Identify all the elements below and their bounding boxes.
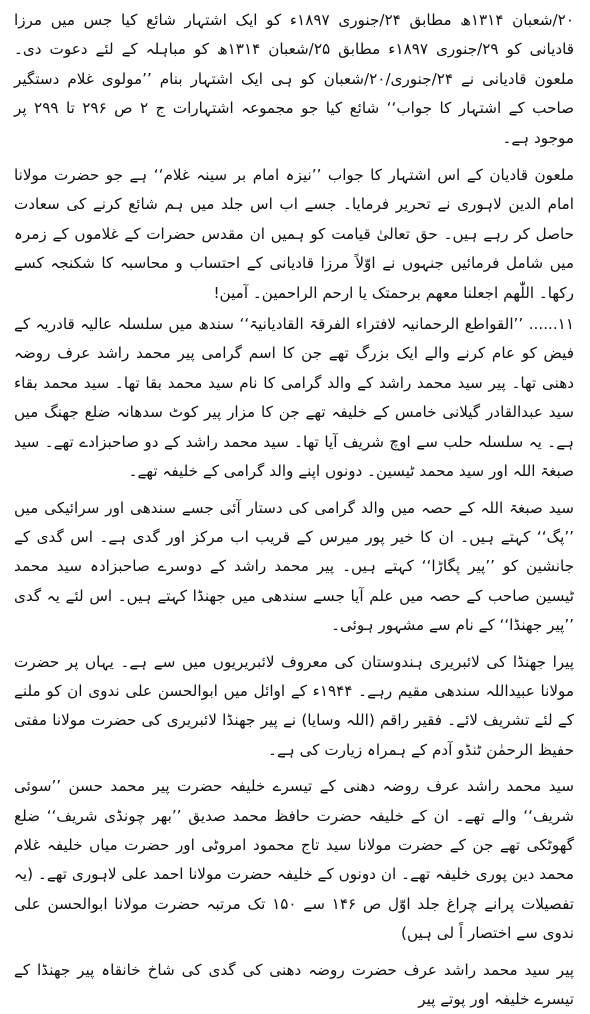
urdu-document-page	[14, 6, 575, 1008]
paragraph-sibghatullah-pir-pagara: سید صبغۃ اللہ کے حصہ میں والد گرامی کی دستار آئی جسے سندھی اور سرائیکی میں ’’پگ‘‘ کہتے ہیں۔ ان کا خیر پور میرس کے قریب اب مرکز اور گدی ہے۔ اس گدی کے جانشین کو ’’پیر پگاڑا‘‘ کہتے ہیں۔ پیر محمد راشد کے دوسرے صاحبزادہ سید محمد ٹیسین صاحب کے حصہ میں علم آیا جسے سندھی میں جھنڈا کہتے ہیں۔ اس لئے یہ گدی ’’پیر جھنڈا‘‘ کے نام سے مشہور ہوئی۔	[14, 498, 574, 635]
paragraph-mubahala-ishtihar: ۲۰/شعبان ۱۳۱۴ھ مطابق ۲۴/جنوری ۱۸۹۷ء کو ایک اشتہار شائع کیا جس میں مرزا قادیانی کو ۲۹/جنوری ۱۸۹۷ء مطابق ۲۵/شعبان ۱۳۱۴ھ کو مباہلہ کے لئے دعوت دی۔ ملعون قادیانی نے ۲۴/جنوری/۲۰/شعبان کو ہی ایک اشتہار بنام ’’مولوی غلام دستگیر صاحب کے اشتہار کا جواب‘‘ شائع کیا جو مجموعہ اشتہارات ج ۲ ص ۲۹۶ تا ۲۹۹ پر موجود ہے۔	[14, 11, 575, 147]
paragraph-pir-jhanda-library: پیرا جھنڈا کی لائبریری ہندوستان کی معروف لائبریریوں میں سے ہے۔ یہاں پر حضرت مولانا عبیداللہ سندھی مقیم رہے۔ ۱۹۴۴ء کے اوائل میں ابوالحسن علی ندوی ان کو ملنے کے لئے تشریف لائے۔ فقیر راقم (اللہ وسایا) نے پیر جھنڈا لائبریری کی حضرت مولانا مفتی حفیظ الرحمٰن ٹنڈو آدم کے ہمراہ زیارت کی ہے۔	[14, 652, 574, 759]
paragraph-khulafa-lineage: سید محمد راشد عرف روضہ دھنی کے تیسرے خلیفہ حضرت پیر محمد حسن ’’سوئی شریف‘‘ والے تھے۔ ان کے خلیفہ حضرت حافظ محمد صدیق ’’بھر چونڈی شریف‘‘ ضلع گھوٹکی تھے جن کے حضرت مولانا سید تاج محمود امروٹی اور حضرت میاں خلیفہ غلام محمد دین پوری خلیفہ تھے۔ ان دونوں کے خلیفہ حضرت مولانا احمد علی لاہوری تھے۔ (یہ تفصیلات پرانے چراغ جلد اوّل ص ۱۴۶ سے ۱۵۰ تک مرتبہ حضرت مولانا ابوالحسن علی ندوی سے اختصار اً لی ہیں)	[14, 777, 574, 943]
paragraph-continuation: پیر سید محمد راشد عرف حضرت روضہ دھنی کی گدی کی شاخ خانقاہ پیر جھنڈا کے تیسرے خلیفہ اور پوتے پیر	[14, 960, 574, 1008]
paragraph-al-qawatiul-rahmaniya: ۱۱...... ’’القواطع الرحمانیہ لافتراء الفرقۃ القادیانیۃ‘‘ سندھ میں سلسلہ عالیہ قادریہ کے فیض کو عام کرنے والے ایک بزرگ تھے جن کا اسم گرامی پیر محمد راشد عرف روضہ دھنی تھا۔ پیر سید محمد راشد کے والد گرامی کا نام سید محمد بقا تھا۔ سید محمد بقاء سید عبدالقادر گیلانی خامس کے خلیفہ تھے جن کا مزار پیر کوٹ سدھانہ ضلع جھنگ میں ہے۔ یہ سلسلہ حلب سے اوچ شریف آیا تھا۔ سید محمد راشد کے دو صاحبزادے تھے۔ سید صبغۃ اللہ اور سید محمد ٹیسین۔ دونوں اپنے والد گرامی کے خلیفہ تھے۔	[14, 315, 574, 481]
paragraph-neza-imam-reply: ملعون قادیان کے اس اشتہار کا جواب ’’نیزہ امام بر سینہ غلام‘‘ ہے جو حضرت مولانا امام الدین لاہوری نے تحریر فرمایا۔ جسے اب اس جلد میں ہم شائع کرنے کی سعادت حاصل کر رہے ہیں۔ حق تعالیٰ قیامت کو ہمیں ان مقدس حضرات کے غلاموں کے زمرہ میں شامل فرمائیں جنہوں نے اوّلاً مرزا قادیانی کے احتساب و محاسبہ کا شکنجہ کسے رکھا۔ اللّٰھم اجعلنا معھم برحمتک یا ارحم الراحمین۔ آمین!	[14, 166, 574, 302]
